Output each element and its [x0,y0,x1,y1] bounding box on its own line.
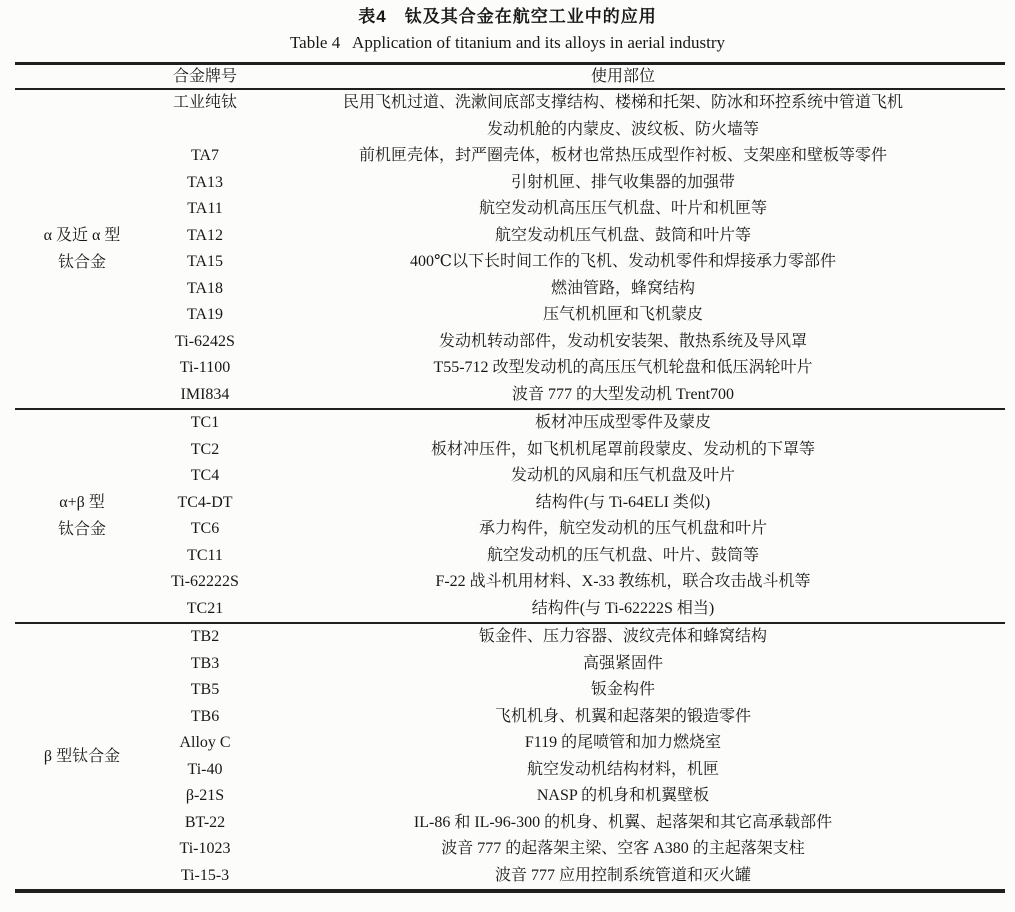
table-row [149,170,1005,197]
usage-cell [261,730,1005,757]
usage-line: 波音 777 的起落架主梁、空客 A380 的主起落架支柱 [441,840,805,857]
usage-line: 钣金件、压力容器、波纹壳体和蜂窝结构 [478,628,767,645]
usage-line: 波音 777 应用控制系统管道和灭火罐 [494,866,751,884]
table-header-row [15,65,1005,90]
usage-cell [261,223,1005,250]
alloy-grade-cell: TC11 [187,546,223,564]
table-row [149,223,1005,250]
table-row [149,704,1005,731]
table-row [149,463,1005,490]
usage-line: F119 的尾喷管和加力燃烧室 [524,734,722,751]
usage-cell [261,863,1005,890]
column-header-alloy: 合金牌号 [172,68,237,85]
usage-cell [261,382,1005,409]
application-table [15,62,1005,893]
usage-cell [261,276,1005,303]
group-label-line: 钛合金 [57,521,106,538]
usage-line: 400℃以下长时间工作的飞机、发动机零件和焊接承力零部件 [410,253,836,270]
alloy-grade-cell: TC1 [190,414,220,431]
alloy-grade-cell: TA15 [186,253,224,270]
usage-line: 板材冲压件，如飞机机尾罩前段蒙皮、发动机的下罩等 [430,440,815,458]
alloy-group [15,622,1005,889]
table-row [149,196,1005,223]
table-row [149,677,1005,704]
table-row [149,651,1005,678]
usage-line: 高强紧固件 [582,654,663,672]
alloy-grade-cell: TC2 [190,440,220,458]
usage-cell [261,90,1005,143]
usage-cell [261,836,1005,863]
usage-cell [261,516,1005,543]
alloy-grade-cell: Ti-1100 [179,359,231,376]
table-row [149,757,1005,784]
group-rows [149,410,1005,622]
alloy-grade-cell: TA13 [186,173,224,191]
table-row [149,302,1005,329]
group-label-line: α+β 型 [59,494,105,511]
usage-line: 发动机的风扇和压气机盘及叶片 [510,467,735,484]
usage-cell [261,810,1005,837]
header-spacer [15,65,149,88]
usage-line: NASP 的机身和机翼壁板 [536,787,710,804]
table-title-en: Table 4 Application of titanium and its alloys in aerial industry [289,33,726,52]
usage-cell [261,569,1005,596]
usage-cell [261,704,1005,731]
table-row [149,730,1005,757]
table-body [15,90,1005,889]
column-header-usage: 使用部位 [590,68,655,85]
table-row [149,437,1005,464]
group-label [15,90,149,408]
usage-cell [261,437,1005,464]
usage-cell [261,170,1005,197]
usage-cell [261,783,1005,810]
usage-line: IL-86 和 IL-96-300 的机身、机翼、起落架和其它高承载部件 [413,813,833,831]
table-row [149,276,1005,303]
usage-cell [261,490,1005,517]
table-row [149,410,1005,437]
usage-line: 航空发动机结构材料，机匣 [526,760,719,778]
alloy-grade-cell: TA19 [186,306,224,323]
usage-line: 承力构件，航空发动机的压气机盘和叶片 [478,520,767,537]
group-label [15,624,149,889]
alloy-grade-cell: Ti-40 [187,760,223,778]
table-row [149,90,1005,143]
usage-line: 飞机机身、机翼和起落架的锻造零件 [494,707,751,725]
usage-cell [261,463,1005,490]
usage-cell [261,596,1005,623]
table-row [149,355,1005,382]
table-row [149,249,1005,276]
table-row [149,329,1005,356]
usage-line: 发动机转动部件，发动机安装架、散热系统及导风罩 [438,332,807,350]
alloy-grade-cell: TA11 [187,200,223,217]
table-row [149,596,1005,623]
usage-line: 前机匣壳体，封严圈壳体，板材也常热压成型作衬板、支架座和壁板等零件 [358,147,887,164]
usage-cell [261,302,1005,329]
usage-line: 民用飞机过道、洗漱间底部支撑结构、楼梯和托架、防冰和环控系统中管道飞机 [342,94,903,111]
alloy-grade-cell: TC4-DT [177,493,233,511]
usage-line: 燃油管路，蜂窝结构 [550,279,695,297]
alloy-grade-cell: β-21S [185,787,225,804]
table-row [149,783,1005,810]
alloy-grade-cell: TC4 [190,467,220,484]
alloy-grade-cell: TB6 [190,707,220,725]
table-row [149,382,1005,409]
usage-line: 板材冲压成型零件及蒙皮 [534,414,711,431]
usage-line: 航空发动机高压压气机盘、叶片和机匣等 [478,200,767,217]
table-row [149,143,1005,170]
table-row [149,836,1005,863]
alloy-grade-cell: Ti-6242S [175,332,235,350]
alloy-grade-cell: TB2 [190,628,220,645]
table-row [149,569,1005,596]
alloy-grade-cell: TC6 [190,520,220,537]
group-rows [149,90,1005,408]
usage-cell [261,249,1005,276]
alloy-grade-cell: 工业纯钛 [172,94,237,111]
page [0,6,1015,912]
alloy-grade-cell: TC21 [186,599,224,617]
group-rows [149,624,1005,889]
alloy-grade-cell: Ti-15-3 [180,866,230,884]
table-row [149,490,1005,517]
alloy-grade-cell: TB5 [190,681,220,698]
usage-cell [261,651,1005,678]
usage-cell [261,143,1005,170]
alloy-grade-cell: Alloy C [179,734,231,751]
table-row [149,516,1005,543]
usage-line: 压气机机匣和飞机蒙皮 [542,306,703,323]
table-row [149,863,1005,890]
usage-line: F-22 战斗机用材料、X-33 教练机，联合攻击战斗机等 [435,573,811,590]
usage-line: 航空发动机压气机盘、鼓筒和叶片等 [494,226,751,244]
alloy-grade-cell: Ti-1023 [179,840,231,857]
group-label-line: 钛合金 [57,254,106,271]
table-row [149,624,1005,651]
usage-line: 波音 777 的大型发动机 Trent700 [511,385,735,403]
usage-line: 结构件(与 Ti-64ELI 类似) [535,493,711,511]
usage-line: T55-712 改型发动机的高压压气机轮盘和低压涡轮叶片 [433,359,813,376]
group-label-line: β 型钛合金 [43,748,121,765]
usage-cell [261,410,1005,437]
usage-cell [261,196,1005,223]
alloy-grade-cell: Ti-62222S [171,573,239,590]
usage-cell [261,543,1005,570]
usage-line: 钣金构件 [590,681,655,698]
alloy-group [15,90,1005,408]
usage-line: 结构件(与 Ti-62222S 相当) [531,599,715,617]
usage-line: 航空发动机的压气机盘、叶片、鼓筒等 [486,546,759,564]
usage-cell [261,355,1005,382]
usage-line: 引射机匣、排气收集器的加强带 [510,173,735,191]
usage-cell [261,329,1005,356]
usage-cell [261,677,1005,704]
group-label-line: α 及近 α 型 [43,227,121,244]
table-row [149,543,1005,570]
alloy-grade-cell: BT-22 [184,813,226,831]
table-title-zh: 表4 钛及其合金在航空工业中的应用 [358,7,657,26]
alloy-grade-cell: TA18 [186,279,224,297]
usage-cell [261,757,1005,784]
alloy-grade-cell: IMI834 [180,385,230,403]
alloy-grade-cell: TA7 [190,147,220,164]
alloy-grade-cell: TA12 [186,226,224,244]
table-row [149,810,1005,837]
alloy-group [15,408,1005,622]
alloy-grade-cell: TB3 [190,654,220,672]
usage-line: 发动机舱的内蒙皮、波纹板、防火墙等 [486,120,759,138]
group-label [15,410,149,622]
usage-cell [261,624,1005,651]
